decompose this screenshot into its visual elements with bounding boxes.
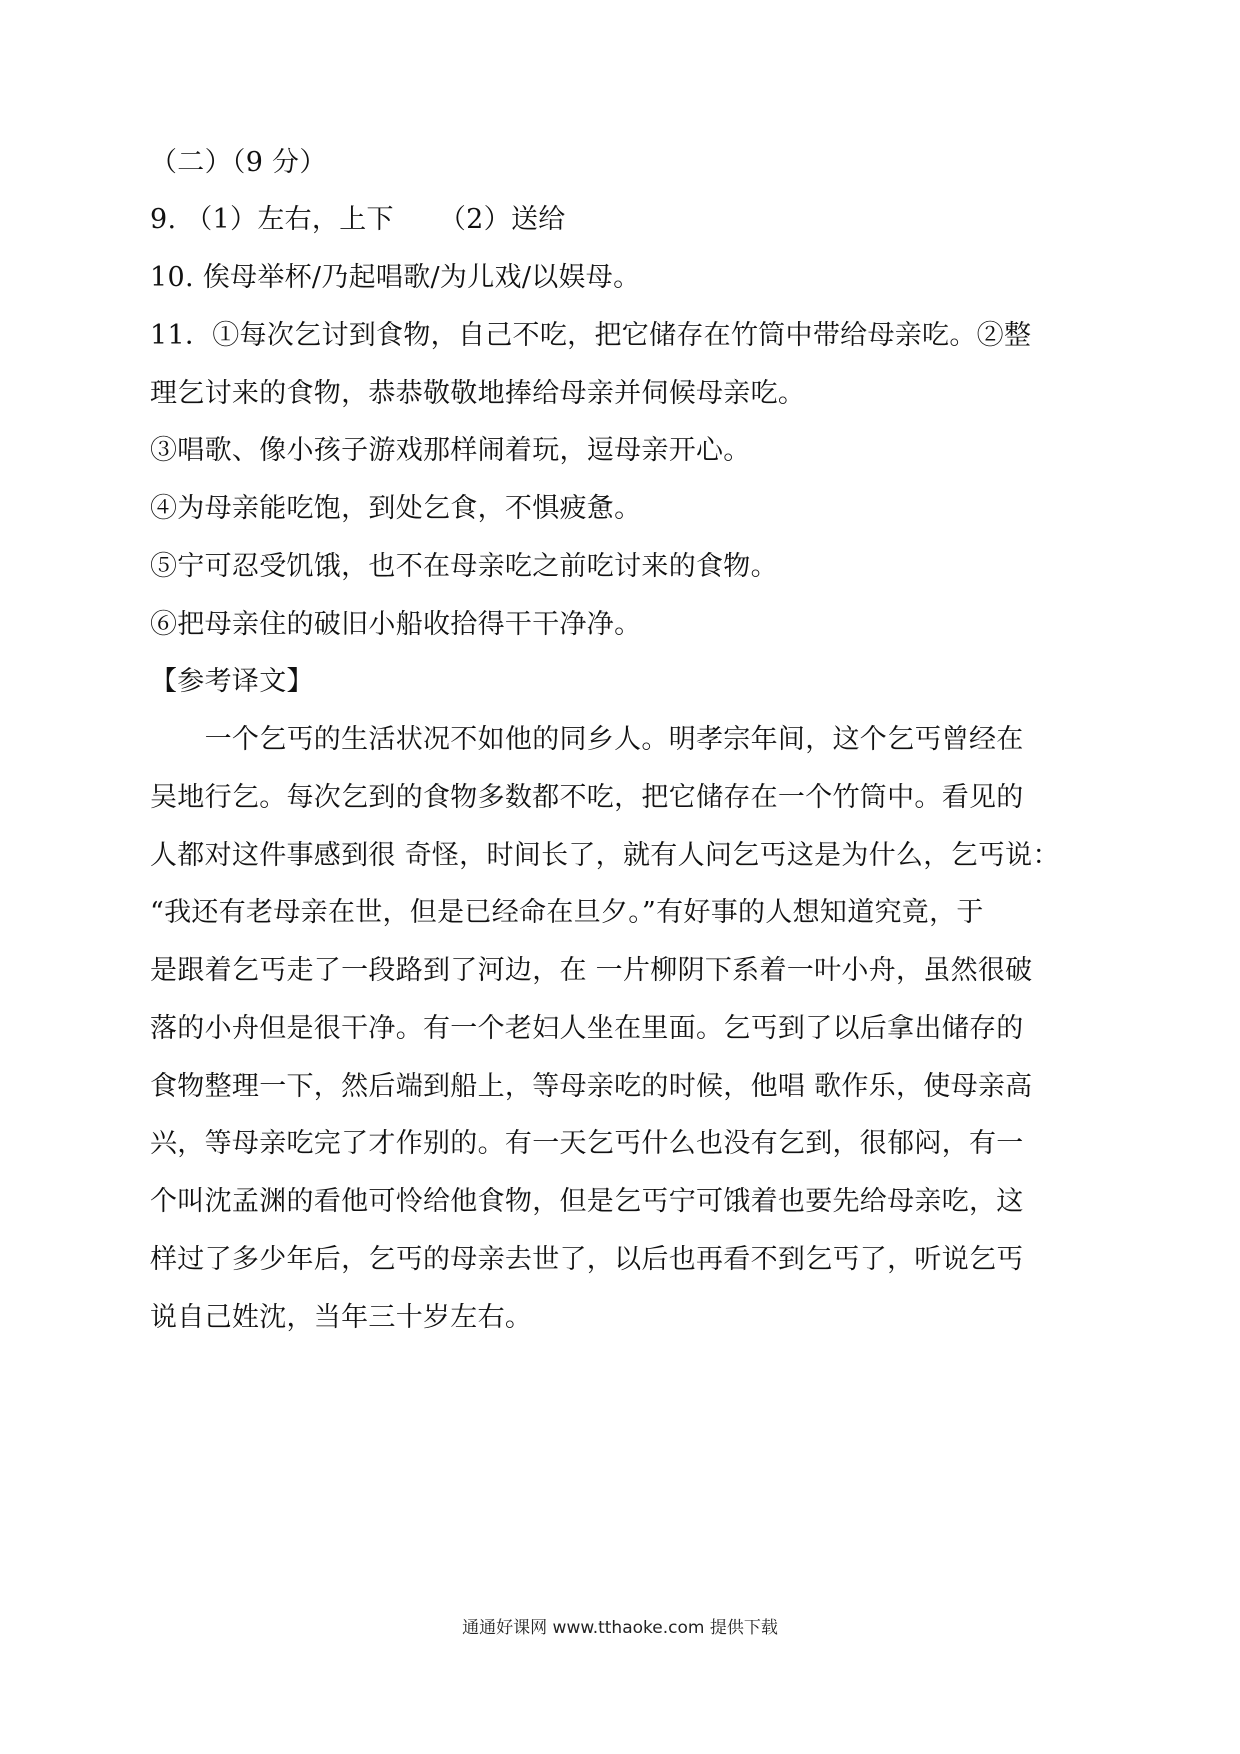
- answer-11-item-4: ④为母亲能吃饱，到处乞食，不惧疲惫。: [150, 493, 642, 524]
- answer-9: 9. （1）左右，上下 （2）送给: [150, 204, 566, 235]
- answer-11-item-6: ⑥把母亲住的破旧小船收拾得干干净净。: [150, 609, 642, 640]
- translation-line: 食物整理一下，然后端到船上，等母亲吃的时候，他唱 歌作乐，使母亲高: [150, 1071, 1033, 1102]
- translation-line: 说自己姓沈，当年三十岁左右。: [150, 1302, 533, 1333]
- footer-credit: 通通好课网 www.tthaoke.com 提供下载: [462, 1618, 778, 1638]
- translation-line: 吴地行乞。每次乞到的食物多数都不吃，把它储存在一个竹筒中。看见的: [150, 782, 1024, 813]
- translation-heading: 【参考译文】: [150, 666, 314, 697]
- answer-10: 10. 俟母举杯/乃起唱歌/为儿戏/以娱母。: [150, 262, 641, 293]
- translation-line: 落的小舟但是很干净。有一个老妇人坐在里面。乞丐到了以后拿出储存的: [150, 1013, 1024, 1044]
- translation-line: 个叫沈孟渊的看他可怜给他食物，但是乞丐宁可饿着也要先给母亲吃，这: [150, 1186, 1024, 1217]
- answer-11-item-3: ③唱歌、像小孩子游戏那样闹着玩，逗母亲开心。: [150, 435, 751, 466]
- answer-11-line-2: 理乞讨来的食物，恭恭敬敬地捧给母亲并伺候母亲吃。: [150, 378, 806, 409]
- translation-line: 一个乞丐的生活状况不如他的同乡人。明孝宗年间，这个乞丐曾经在: [150, 724, 1024, 755]
- translation-line: 兴，等母亲吃完了才作别的。有一天乞丐什么也没有乞到，很郁闷，有一: [150, 1128, 1024, 1159]
- translation-line: 人都对这件事感到很 奇怪，时间长了，就有人问乞丐这是为什么，乞丐说：: [150, 840, 1060, 871]
- answer-11-item-5: ⑤宁可忍受饥饿，也不在母亲吃之前吃讨来的食物。: [150, 551, 778, 582]
- answer-11-line-1: 11．①每次乞讨到食物，自己不吃，把它储存在竹筒中带给母亲吃。②整: [150, 320, 1032, 351]
- translation-line: “我还有老母亲在世，但是已经命在旦夕。”有好事的人想知道究竟，于: [150, 897, 984, 928]
- translation-line: 是跟着乞丐走了一段路到了河边，在 一片柳阴下系着一叶小舟，虽然很破: [150, 955, 1033, 986]
- section-heading: （二）（9 分）: [150, 147, 327, 178]
- translation-line: 样过了多少年后，乞丐的母亲去世了，以后也再看不到乞丐了，听说乞丐: [150, 1244, 1024, 1275]
